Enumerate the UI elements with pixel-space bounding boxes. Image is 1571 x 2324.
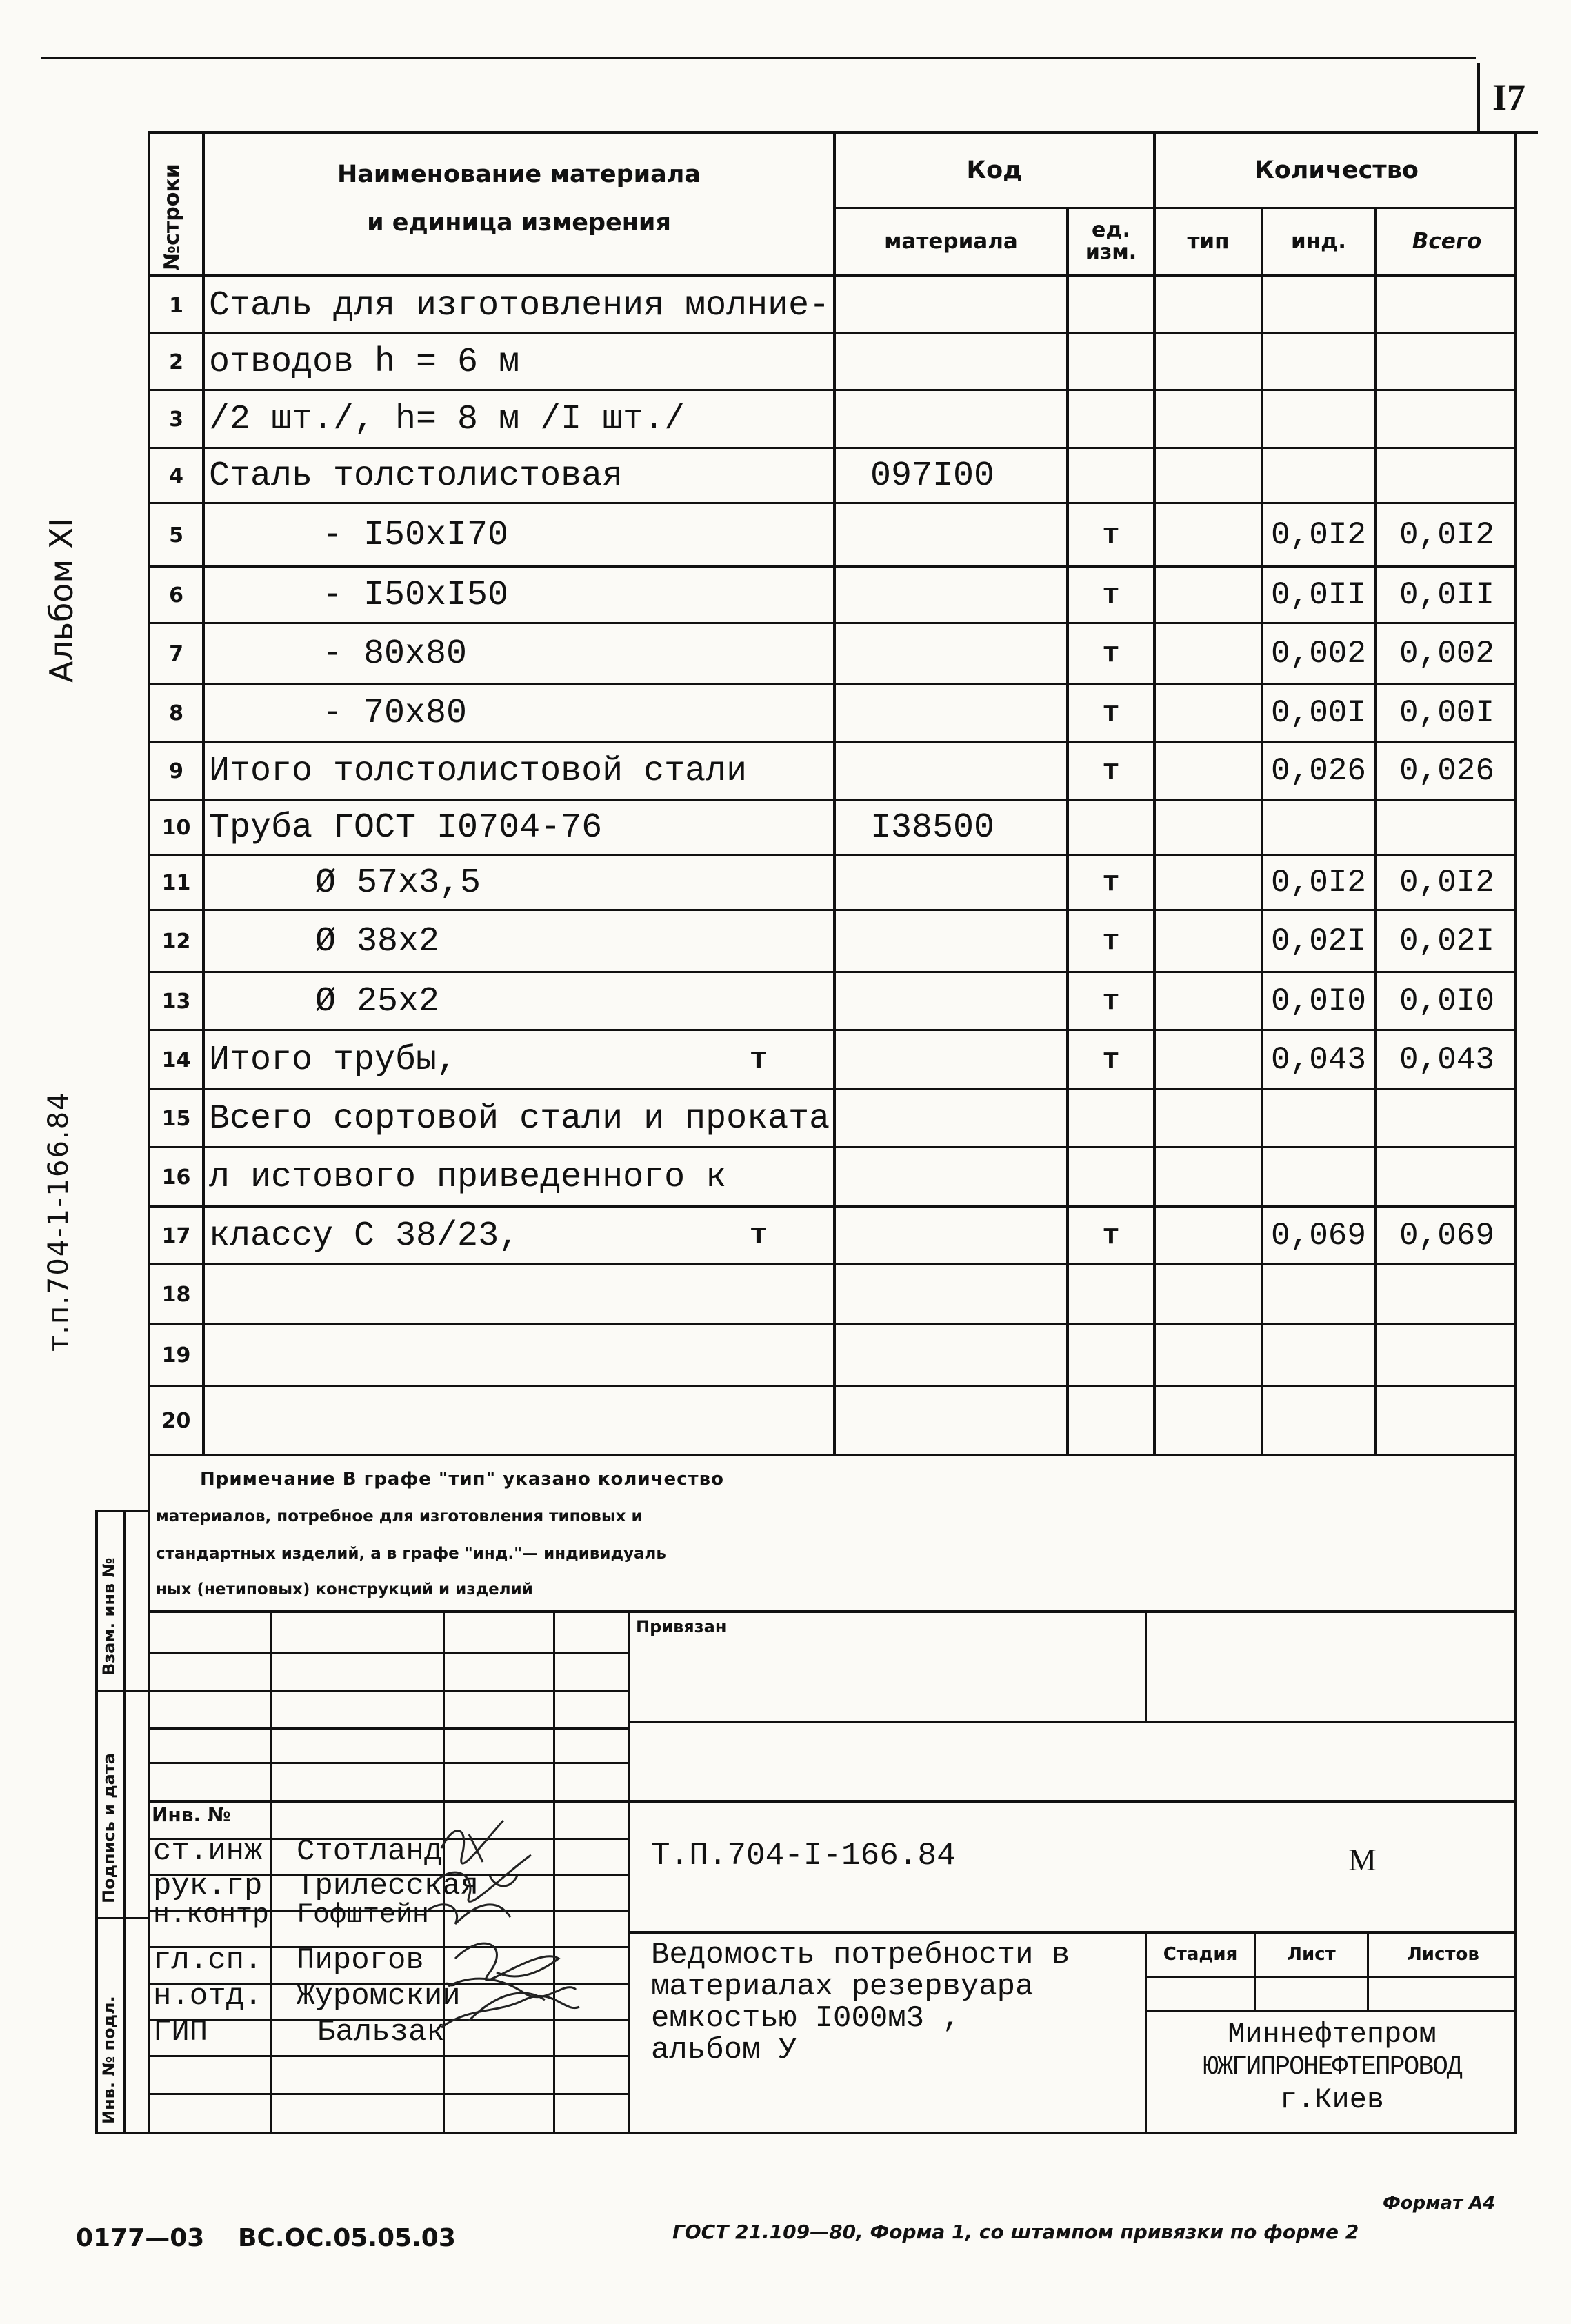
- header-name-line2: и единица измерения: [367, 209, 671, 237]
- row-unit: т: [1102, 754, 1120, 788]
- stage-label: Стадия: [1163, 1944, 1238, 1965]
- row-number: 20: [161, 1408, 191, 1433]
- row-tip: [1156, 1030, 1261, 1090]
- row-number: 4: [169, 463, 183, 488]
- row-unit: т: [1102, 637, 1120, 670]
- person-name-5: Журомский: [297, 1979, 461, 2014]
- row-name-unit: т: [749, 1219, 768, 1253]
- row-name: - I50xI70: [322, 515, 509, 555]
- row-name-unit: т: [749, 1043, 768, 1077]
- person-role-4: гл.сп.: [153, 1943, 263, 1978]
- row-ind: 0,069: [1270, 1218, 1367, 1254]
- row-number: 8: [169, 701, 183, 725]
- row-material-code: [870, 277, 1063, 334]
- row-name: [209, 1386, 829, 1455]
- row-name: - 80x80: [322, 634, 468, 674]
- row-total: 0,069: [1399, 1218, 1495, 1254]
- row-name: Ø 38x2: [315, 921, 440, 961]
- row-unit: т: [1102, 519, 1120, 552]
- row-total: [1377, 334, 1517, 390]
- privyazan-label: Привязан: [636, 1617, 727, 1636]
- row-ind: 0,0I0: [1270, 983, 1367, 1019]
- row-tip: [1156, 334, 1261, 390]
- row-tip: [1156, 448, 1261, 503]
- stamp-sidebar-top: [95, 1510, 148, 1512]
- row-tip: [1156, 503, 1261, 567]
- row-total: 0,0I0: [1399, 983, 1495, 1019]
- row-name: л истового приведенного к: [209, 1157, 727, 1197]
- row-unit: [1069, 1265, 1153, 1324]
- row-ind: [1263, 800, 1374, 855]
- stamp-h12: [148, 2055, 628, 2057]
- row-name: - 70x80: [322, 693, 468, 733]
- row-tip: [1156, 684, 1261, 742]
- title-line-1: Ведомость потребности в: [651, 1938, 1070, 1972]
- org-city: г.Киев: [1279, 2083, 1385, 2116]
- row-name: Итого трубы,: [209, 1040, 458, 1080]
- row-number: 18: [161, 1282, 191, 1307]
- row-ind: 0,02I: [1270, 923, 1367, 959]
- row-tip: [1156, 1148, 1261, 1207]
- person-name-3: Гофштейн: [297, 1900, 430, 1931]
- row-ind: [1263, 1324, 1374, 1386]
- title-line-4: альбом У: [651, 2033, 797, 2067]
- row-ind: 0,0II: [1270, 577, 1367, 613]
- header-name-line1: Наименование материала: [337, 161, 701, 188]
- row-number: 15: [161, 1106, 191, 1131]
- row-unit: [1069, 1090, 1153, 1148]
- row-material-code: [870, 742, 1063, 800]
- row-total: 0,002: [1399, 636, 1495, 672]
- row-material-code: [870, 684, 1063, 742]
- stamp-h3b: [628, 1721, 1517, 1723]
- stamp-h4: [148, 1762, 628, 1764]
- row-ind: [1263, 334, 1374, 390]
- row-ind: [1263, 390, 1374, 448]
- row-material-code: [870, 1207, 1063, 1265]
- person-name-4: Пирогов: [297, 1943, 424, 1978]
- row-ind: [1263, 277, 1374, 334]
- row-ind: 0,0I2: [1270, 517, 1367, 553]
- note-line-4: ных (нетиповых) конструкций и изделий: [156, 1581, 533, 1599]
- header-tip: тип: [1187, 229, 1230, 254]
- note-line-3: стандартных изделий, а в графе "инд."— индивидуаль: [156, 1545, 666, 1563]
- row-tip: [1156, 910, 1261, 972]
- person-role-2: рук.гр: [153, 1869, 263, 1903]
- row-number: 9: [169, 759, 183, 783]
- stage-letter: М: [1348, 1842, 1377, 1877]
- person-role-3: н.контр: [153, 1900, 270, 1931]
- row-tip: [1156, 1207, 1261, 1265]
- row-number: 11: [161, 870, 191, 895]
- row-ind: 0,0I2: [1270, 865, 1367, 901]
- row-material-code: [870, 1324, 1063, 1386]
- row-number: 7: [169, 641, 183, 666]
- row-material-code: [870, 1265, 1063, 1324]
- row-ind: [1263, 1265, 1374, 1324]
- note-line-2: материалов, потребное для изготовления типовых и: [156, 1507, 643, 1525]
- person-name-6: Бальзак: [317, 2015, 445, 2050]
- row-number: 3: [169, 407, 183, 432]
- row-total: [1377, 448, 1517, 503]
- sidebar-inv-podl: Инв. № подл.: [99, 1996, 119, 2124]
- person-role-1: ст.инж: [153, 1834, 263, 1869]
- person-role-5: н.отд.: [153, 1979, 263, 2014]
- row-ind: [1263, 1090, 1374, 1148]
- stamp-sidebar-inner: [123, 1510, 126, 2134]
- row-total: 0,0I2: [1399, 517, 1495, 553]
- row-tip: [1156, 1265, 1261, 1324]
- row-number: 16: [161, 1165, 191, 1190]
- row-unit: т: [1102, 866, 1120, 899]
- row-ind: 0,043: [1270, 1042, 1367, 1078]
- row-unit: [1069, 1386, 1153, 1455]
- inv-no-label: Инв. №: [152, 1803, 231, 1826]
- side-album-label: Альбом XI: [43, 518, 80, 683]
- row-material-code: [870, 567, 1063, 623]
- row-material-code: [870, 503, 1063, 567]
- row-number: 17: [161, 1223, 191, 1248]
- row-tip: [1156, 567, 1261, 623]
- title-line-3: емкостью I000м3 ,: [651, 2001, 961, 2036]
- row-name: [209, 1324, 829, 1386]
- row-number: 1: [169, 293, 183, 318]
- note-line-1: Примечание В графе "тип" указано количество: [200, 1469, 724, 1490]
- row-number: 19: [161, 1343, 191, 1368]
- row-tip: [1156, 623, 1261, 684]
- org-institute: ЮЖГИПРОНЕФТЕПРОВОД: [1203, 2052, 1461, 2082]
- sheets-label: Листов: [1407, 1944, 1479, 1965]
- row-number: 14: [161, 1048, 191, 1072]
- row-name: Ø 57x3,5: [315, 863, 481, 903]
- row-material-code: [870, 972, 1063, 1030]
- row-name: Ø 25x2: [315, 981, 440, 1021]
- format-label: Формат А4: [1383, 2193, 1496, 2214]
- row-unit: [1069, 277, 1153, 334]
- row-unit: т: [1102, 579, 1120, 612]
- row-ind: [1263, 448, 1374, 503]
- stamp-h3: [148, 1727, 628, 1730]
- row-total: [1377, 1148, 1517, 1207]
- row-material-code: 097I00: [870, 456, 995, 496]
- title-line-2: материалах резервуара: [651, 1970, 1034, 2004]
- row-name: классу С 38/23,: [209, 1216, 520, 1256]
- row-material-code: [870, 1030, 1063, 1090]
- row-unit: т: [1102, 1219, 1120, 1252]
- person-name-2: Трилесская: [297, 1869, 479, 1903]
- stamp-sidebar-div1: [95, 1690, 148, 1692]
- row-total: [1377, 1090, 1517, 1148]
- row-number: 5: [169, 523, 183, 548]
- row-material-code: [870, 623, 1063, 684]
- row-unit: [1069, 800, 1153, 855]
- row-name: Всего сортовой стали и проката: [209, 1099, 830, 1139]
- row-tip: [1156, 972, 1261, 1030]
- row-tip: [1156, 1324, 1261, 1386]
- row-tip: [1156, 390, 1261, 448]
- row-name: Сталь для изготовления молние-: [209, 286, 830, 325]
- header-unit: ед. изм.: [1085, 218, 1137, 264]
- stamp-h13: [148, 2093, 628, 2095]
- row-material-code: I38500: [870, 808, 995, 848]
- footer-left-code: 0177—03: [76, 2224, 205, 2252]
- stamp-h5: [148, 1800, 1517, 1803]
- row-tip: [1156, 800, 1261, 855]
- row-total: [1377, 1386, 1517, 1455]
- stamp-sidebar-div2: [95, 1917, 148, 1919]
- footer-gost: ГОСТ 21.109—80, Форма 1, со штампом привязки по форме 2: [672, 2221, 1359, 2243]
- top-rule: [41, 57, 1476, 59]
- row-material-code: [870, 334, 1063, 390]
- sidebar-signature-date: Подпись и дата: [99, 1753, 119, 1903]
- row-material-code: [870, 1148, 1063, 1207]
- row-name: Сталь толстолистовая: [209, 456, 623, 496]
- doc-code: Т.П.704-I-166.84: [651, 1838, 956, 1874]
- row-total: [1377, 800, 1517, 855]
- row-number: 13: [161, 989, 191, 1014]
- row-ind: [1263, 1148, 1374, 1207]
- row-unit: [1069, 448, 1153, 503]
- row-total: [1377, 277, 1517, 334]
- header-material: материала: [884, 229, 1018, 254]
- stamp-sidebar-outer: [95, 1510, 98, 2134]
- row-total: 0,0I2: [1399, 865, 1495, 901]
- row-name: [209, 1265, 829, 1324]
- row-material-code: [870, 1386, 1063, 1455]
- row-material-code: [870, 390, 1063, 448]
- person-name-1: Стотланд: [297, 1834, 443, 1869]
- header-total: Всего: [1412, 229, 1482, 254]
- row-material-code: [870, 855, 1063, 910]
- row-tip: [1156, 277, 1261, 334]
- row-ind: 0,002: [1270, 636, 1367, 672]
- row-unit: т: [1102, 985, 1120, 1018]
- vline-rownum: [202, 131, 205, 1455]
- row-ind: [1263, 1386, 1374, 1455]
- row-number: 10: [161, 815, 191, 840]
- stamp-top: [148, 1610, 1517, 1613]
- sheet-label: Лист: [1287, 1944, 1336, 1965]
- row-unit: т: [1102, 1043, 1120, 1076]
- row-material-code: [870, 1090, 1063, 1148]
- stamp-vline-5: [1145, 1610, 1147, 1721]
- row-tip: [1156, 1090, 1261, 1148]
- vline-name: [833, 131, 836, 1455]
- row-ind: 0,026: [1270, 753, 1367, 789]
- row-number: 12: [161, 929, 191, 954]
- row-name: - I50xI50: [322, 575, 509, 615]
- row-name: отводов h = 6 м: [209, 342, 520, 382]
- row-unit: т: [1102, 697, 1120, 730]
- row-number: 2: [169, 350, 183, 374]
- row-tip: [1156, 855, 1261, 910]
- stamp-stage-mid: [1145, 1976, 1517, 1978]
- row-total: 0,02I: [1399, 923, 1495, 959]
- row-tip: [1156, 742, 1261, 800]
- row-unit: [1069, 1148, 1153, 1207]
- header-ind: инд.: [1291, 229, 1346, 254]
- signature-scribbles: [428, 1807, 586, 2034]
- row-name: Итого толстолистовой стали: [209, 751, 748, 791]
- row-total: 0,043: [1399, 1042, 1495, 1078]
- row-unit: [1069, 390, 1153, 448]
- row-tip: [1156, 1386, 1261, 1455]
- header-code: Код: [966, 157, 1023, 184]
- row-unit: [1069, 334, 1153, 390]
- row-name: /2 шт./, h= 8 м /I шт./: [209, 399, 686, 439]
- side-project-code: т.п.704-1-166.84: [43, 1091, 74, 1352]
- row-total: 0,026: [1399, 753, 1495, 789]
- org-ministry: Миннефтепром: [1228, 2018, 1437, 2051]
- person-role-6: ГИП: [153, 2015, 208, 2050]
- row-total: [1377, 390, 1517, 448]
- row-unit: т: [1102, 925, 1120, 958]
- row-total: [1377, 1265, 1517, 1324]
- row-ind: 0,00I: [1270, 695, 1367, 731]
- header-quantity: Количество: [1254, 157, 1419, 184]
- row-total: 0,00I: [1399, 695, 1495, 731]
- sidebar-vzam-inv: Взам. инв №: [99, 1557, 119, 1676]
- row-total: 0,0II: [1399, 577, 1495, 613]
- footer-mid-code: ВС.ОС.05.05.03: [238, 2224, 456, 2252]
- row-number: 6: [169, 583, 183, 608]
- row-unit: [1069, 1324, 1153, 1386]
- stamp-stage-bottom: [1145, 2010, 1517, 2012]
- stamp-h1: [148, 1652, 628, 1654]
- stamp-h2: [148, 1690, 628, 1692]
- stamp-sidebar-bottom: [95, 2132, 148, 2134]
- sheet-number: I7: [1492, 77, 1525, 118]
- header-row-no: №строки: [160, 163, 184, 270]
- row-name: Труба ГОСТ I0704-76: [209, 808, 603, 848]
- row-material-code: [870, 910, 1063, 972]
- row-total: [1377, 1324, 1517, 1386]
- stamp-vline-4: [628, 1610, 630, 2134]
